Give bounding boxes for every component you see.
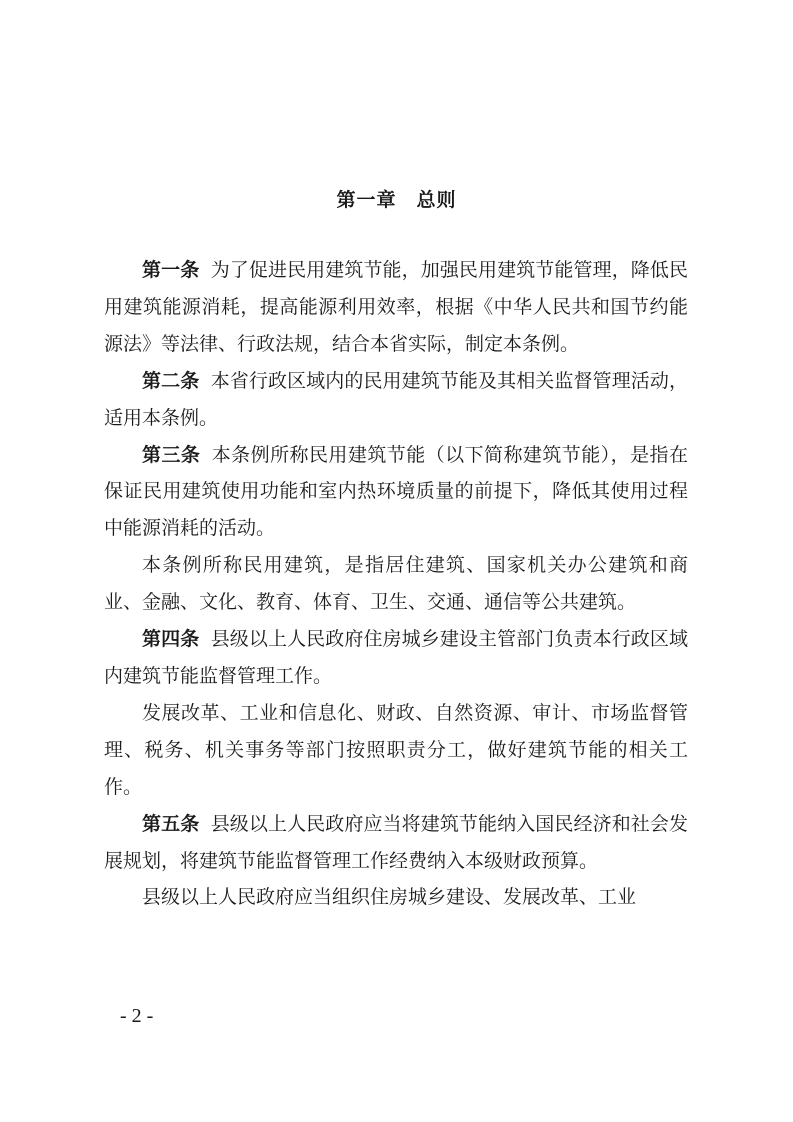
article-text: 本条例所称民用建筑，是指居住建筑、国家机关办公建筑和商业、金融、文化、教育、体育、卫生、交通、通信等公共建筑。	[104, 554, 688, 614]
chapter-title: 第一章 总则	[336, 189, 457, 211]
paragraph-article-3-cont	[104, 547, 688, 621]
article-text: 县级以上人民政府住房城乡建设主管部门负责本行政区域内建筑节能监督管理工作。	[104, 628, 688, 687]
paragraph-article-1	[104, 252, 688, 363]
body-text	[104, 252, 688, 916]
article-label: 第三条	[142, 443, 201, 466]
paragraph-article-4	[104, 621, 688, 695]
article-label: 第二条	[142, 369, 200, 392]
article-text: 本省行政区域内的民用建筑节能及其相关监督管理活动，适用本条例。	[104, 369, 688, 429]
paragraph-article-2	[104, 363, 688, 437]
article-label: 第五条	[142, 812, 200, 835]
article-text: 本条例所称民用建筑节能（以下简称建筑节能），是指在保证民用建筑使用功能和室内热环境质量的前提下，降低其使用过程中能源消耗的活动。	[104, 443, 688, 540]
article-text: 为了促进民用建筑节能，加强民用建筑节能管理，降低民用建筑能源消耗，提高能源利用效率，根据《中华人民共和国节约能源法》等法律、行政法规，结合本省实际，制定本条例。	[104, 259, 688, 355]
paragraph-article-5-cont	[104, 879, 688, 916]
article-label: 第四条	[142, 628, 200, 651]
article-text: 县级以上人民政府应当将建筑节能纳入国民经济和社会发展规划，将建筑节能监督管理工作经费纳入本级财政预算。	[104, 812, 688, 872]
article-text: 发展改革、工业和信息化、财政、自然资源、审计、市场监督管理、税务、机关事务等部门按照职责分工，做好建筑节能的相关工作。	[104, 701, 688, 798]
article-text: 县级以上人民政府应当组织住房城乡建设、发展改革、工业	[142, 886, 637, 909]
page-number: - 2 -	[120, 1005, 154, 1027]
article-label: 第一条	[142, 259, 200, 281]
paragraph-article-4-cont	[104, 695, 688, 806]
paragraph-article-3	[104, 437, 688, 548]
paragraph-article-5	[104, 806, 688, 880]
